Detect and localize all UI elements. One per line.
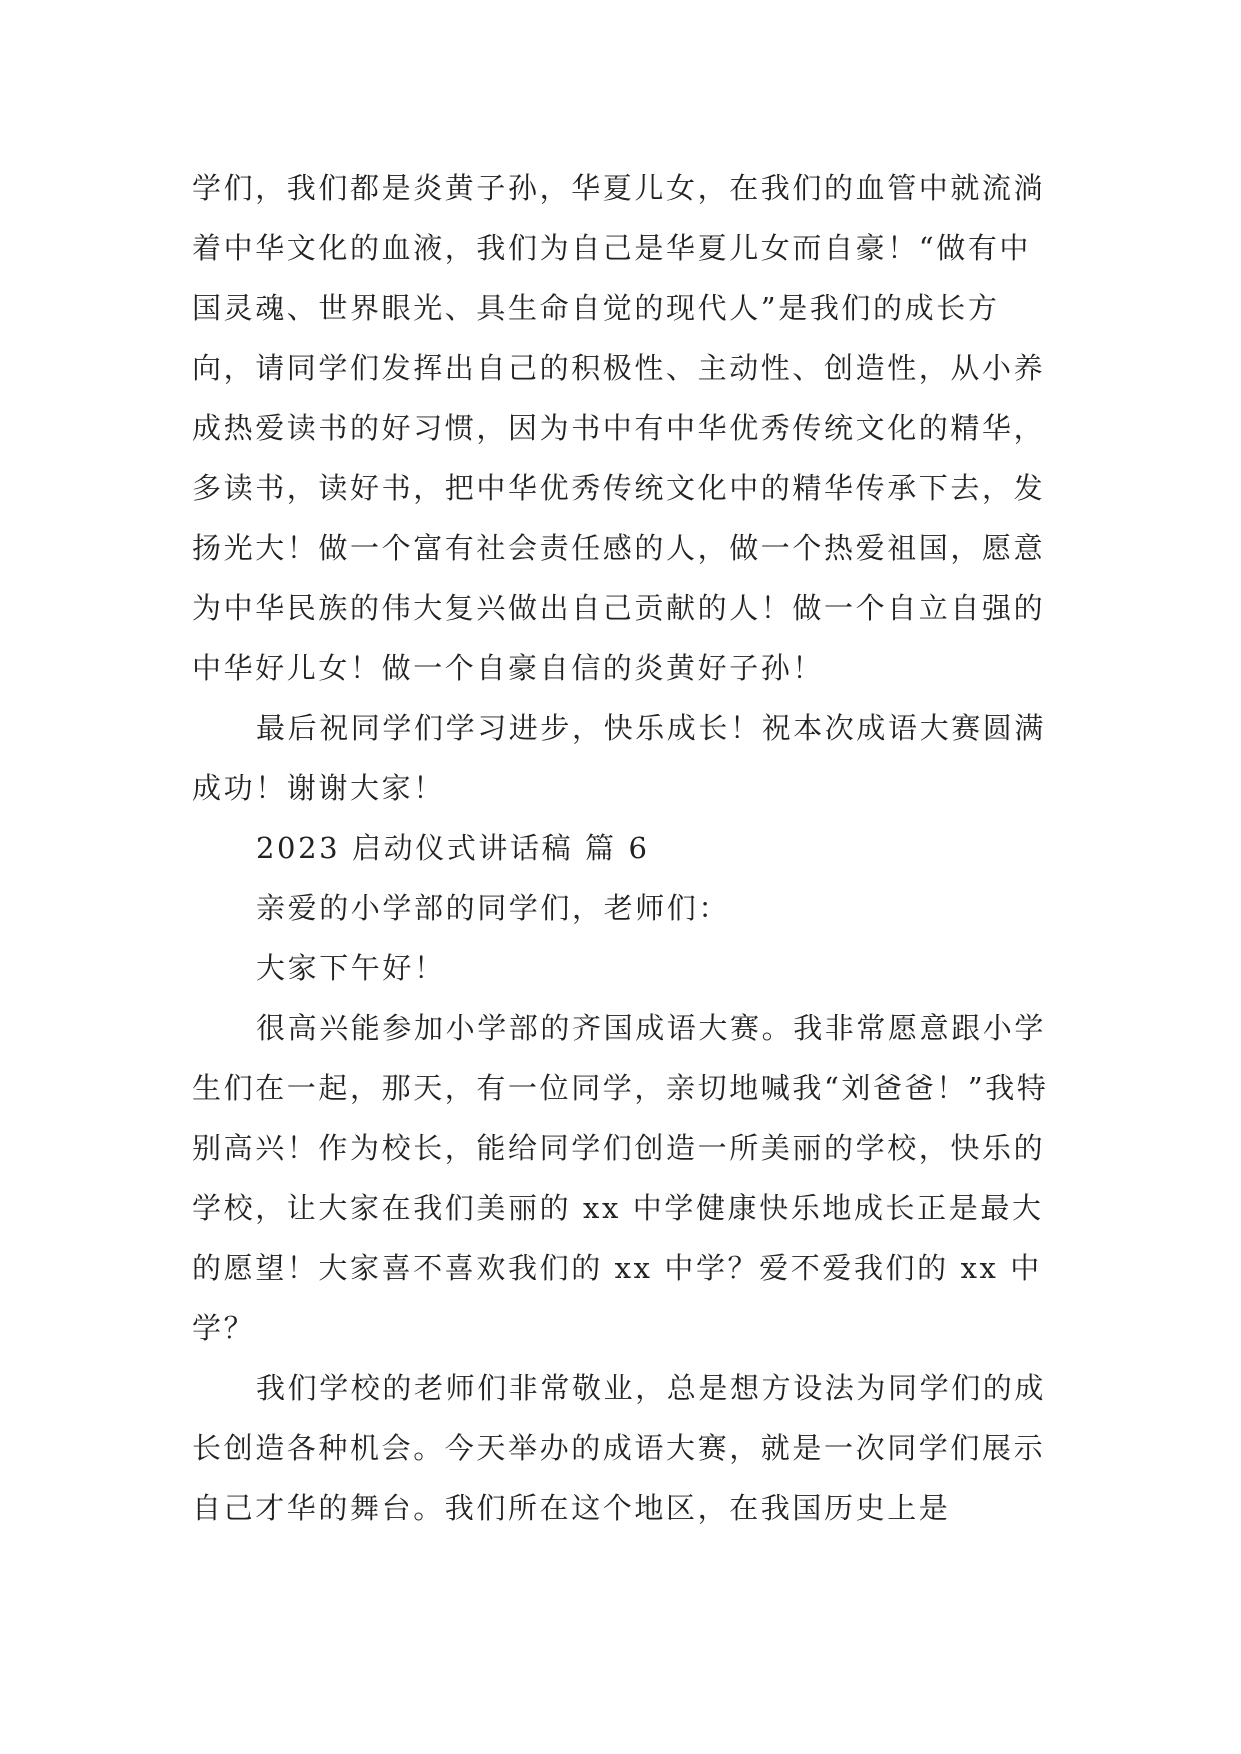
section-title: 2023 启动仪式讲话稿 篇 6 — [256, 831, 650, 865]
document-body — [192, 158, 1052, 1538]
paragraph-closing-wishes: 最后祝同学们学习进步，快乐成长！祝本次成语大赛圆满成功！谢谢大家！ — [192, 711, 1047, 805]
paragraph-continuation: 学们，我们都是炎黄子孙，华夏儿女，在我们的血管中就流淌着中华文化的血液，我们为自己是华夏儿女而自豪！“做有中国灵魂、世界眼光、具生命自觉的现代人”是我们的成长方向，请同学们发挥出自己的积极性、主动性、创造性，从小养成热爱读书的好习惯，因为书中有中华优秀传统文化的精华，多读书，读好书，把中华优秀传统文化中的精华传承下去，发扬光大！做一个富有社会责任感的人，做一个热爱祖国，愿意为中华民族的伟大复兴做出自己贡献的人！做一个自立自强的中华好儿女！做一个自豪自信的炎黄好子孙！ — [192, 171, 1046, 685]
greeting: 大家下午好！ — [256, 951, 446, 985]
paragraph-body-2: 我们学校的老师们非常敬业，总是想方设法为同学们的成长创造各种机会。今天举办的成语大赛，就是一次同学们展示自己才华的舞台。我们所在这个地区，在我国历史上是 — [192, 1371, 1047, 1525]
salutation: 亲爱的小学部的同学们，老师们： — [256, 891, 731, 925]
paragraph-body-1: 很高兴能参加小学部的齐国成语大赛。我非常愿意跟小学生们在一起，那天，有一位同学，亲切地喊我“刘爸爸！”我特别高兴！作为校长，能给同学们创造一所美丽的学校，快乐的学校，让大家在我们美丽的 xx 中学健康快乐地成长正是最大的愿望！大家喜不喜欢我们的 xx 中学？爱不爱我们的 xx 中学？ — [192, 1011, 1049, 1345]
